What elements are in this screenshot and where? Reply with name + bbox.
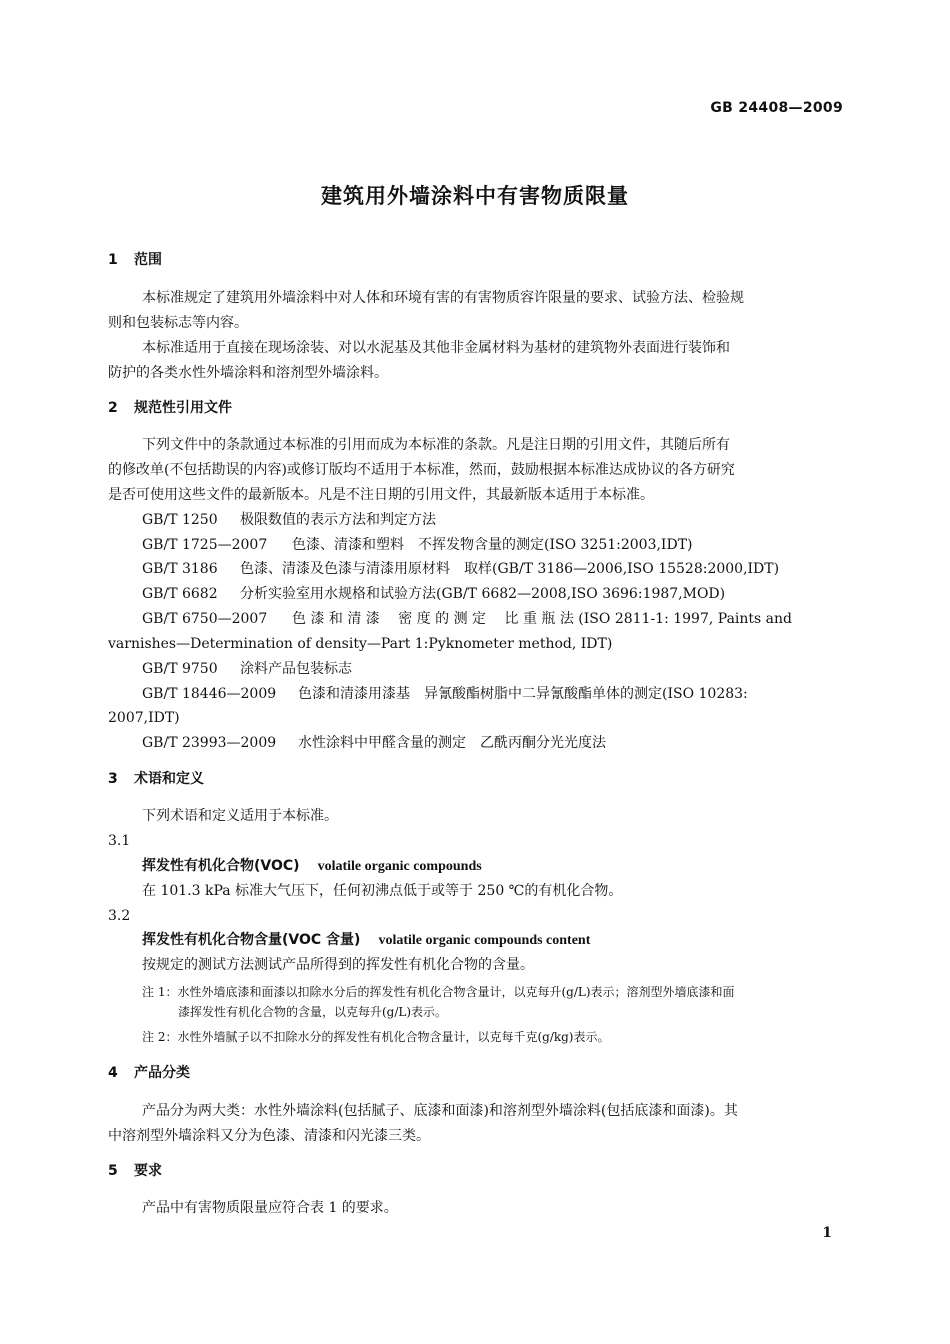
section-2-heading [108, 398, 232, 418]
paragraph-line: 产品中有害物质限量应符合表 1 的要求。 [142, 1200, 398, 1216]
reference-item [142, 609, 792, 629]
reference-title: 色漆、清漆和塑料 不挥发物含量的测定(ISO 3251:2003,IDT) [292, 537, 693, 553]
reference-item [142, 559, 779, 579]
reference-code: GB/T 3186 [142, 561, 218, 577]
paragraph-line: 产品分为两大类：水性外墙涂料(包括腻子、底漆和面漆)和溶剂型外墙涂料(包括底漆和面漆)。其 [142, 1103, 738, 1119]
reference-title: 分析实验室用水规格和试验方法(GB/T 6682—2008,ISO 3696:1987,MOD) [240, 586, 726, 602]
section-number: 3 [108, 771, 118, 787]
paragraph-line: 防护的各类水性外墙涂料和溶剂型外墙涂料。 [108, 365, 388, 381]
section-title: 规范性引用文件 [134, 400, 232, 416]
section-title: 要求 [134, 1163, 162, 1179]
reference-code: GB/T 6750—2007 [142, 611, 268, 627]
term-chinese: 挥发性有机化合物(VOC) [142, 858, 300, 874]
paragraph-line: 本标准规定了建筑用外墙涂料中对人体和环境有害的有害物质容许限量的要求、试验方法、检验规 [142, 290, 744, 306]
term-number: 3.1 [108, 833, 131, 849]
reference-continuation: varnishes—Determination of density—Part 1:Pyknometer method, IDT) [108, 636, 613, 652]
reference-code: GB/T 9750 [142, 661, 218, 677]
paragraph-line: 中溶剂型外墙涂料又分为色漆、清漆和闪光漆三类。 [108, 1128, 430, 1144]
paragraph-line: 的修改单(不包括勘误的内容)或修订版均不适用于本标准，然而，鼓励根据本标准达成协议的各方研究 [108, 462, 735, 478]
document-title: 建筑用外墙涂料中有害物质限量 [321, 184, 629, 208]
reference-code: GB/T 1250 [142, 512, 218, 528]
section-number: 2 [108, 400, 118, 416]
standard-code: GB 24408—2009 [710, 100, 843, 116]
paragraph-line: 本标准适用于直接在现场涂装、对以水泥基及其他非金属材料为基材的建筑物外表面进行装饰和 [142, 340, 730, 356]
page-number: 1 [822, 1225, 832, 1241]
reference-code: GB/T 23993—2009 [142, 735, 277, 751]
reference-item [142, 733, 606, 753]
reference-title: 色漆、清漆及色漆与清漆用原材料 取样(GB/T 3186—2006,ISO 15528:2000,IDT) [240, 561, 780, 577]
reference-title: 水性涂料中甲醛含量的测定 乙酰丙酮分光光度法 [298, 735, 606, 751]
section-4-heading [108, 1063, 190, 1083]
reference-item [142, 535, 693, 555]
paragraph-line: 下列文件中的条款通过本标准的引用而成为本标准的条款。凡是注日期的引用文件，其随后所有 [142, 437, 730, 453]
section-3-heading [108, 769, 204, 789]
reference-item [142, 659, 352, 679]
section-title: 范围 [134, 252, 162, 268]
term-number: 3.2 [108, 908, 131, 924]
reference-code: GB/T 18446—2009 [142, 686, 277, 702]
section-title: 产品分类 [134, 1065, 190, 1081]
term-heading [142, 930, 590, 951]
reference-title: 极限数值的表示方法和判定方法 [240, 512, 436, 528]
term-definition: 在 101.3 kPa 标准大气压下，任何初沸点低于或等于 250 ℃的有机化合物。 [142, 883, 623, 899]
section-number: 5 [108, 1163, 118, 1179]
reference-title: 色 漆 和 清 漆 密 度 的 测 定 比 重 瓶 法 (ISO 2811-1: 1997, Paints and [292, 611, 792, 627]
reference-title: 涂料产品包装标志 [240, 661, 352, 677]
reference-code: GB/T 1725—2007 [142, 537, 268, 553]
term-english: volatile organic compounds [317, 859, 482, 874]
paragraph-line: 下列术语和定义适用于本标准。 [142, 808, 338, 824]
section-title: 术语和定义 [134, 771, 204, 787]
note-line: 漆挥发性有机化合物的含量，以克每升(g/L)表示。 [178, 1005, 448, 1019]
section-5-heading [108, 1161, 162, 1181]
reference-item [142, 584, 725, 604]
term-chinese: 挥发性有机化合物含量(VOC 含量) [142, 932, 361, 948]
reference-item [142, 684, 748, 704]
section-1-heading [108, 250, 162, 270]
term-definition: 按规定的测试方法测试产品所得到的挥发性有机化合物的含量。 [142, 957, 534, 973]
reference-code: GB/T 6682 [142, 586, 218, 602]
reference-continuation: 2007,IDT) [108, 710, 180, 726]
note-line: 注 1：水性外墙底漆和面漆以扣除水分后的挥发性有机化合物含量计，以克每升(g/L)表示；溶剂型外墙底漆和面 [142, 985, 735, 999]
note-line: 注 2：水性外墙腻子以不扣除水分的挥发性有机化合物含量计，以克每千克(g/kg)表示。 [142, 1030, 610, 1044]
term-english: volatile organic compounds content [378, 933, 591, 948]
paragraph-line: 则和包装标志等内容。 [108, 315, 248, 331]
paragraph-line: 是否可使用这些文件的最新版本。凡是不注日期的引用文件，其最新版本适用于本标准。 [108, 487, 654, 503]
reference-item [142, 510, 436, 530]
reference-title: 色漆和清漆用漆基 异氰酸酯树脂中二异氰酸酯单体的测定(ISO 10283: [298, 686, 748, 702]
section-number: 1 [108, 252, 118, 268]
section-number: 4 [108, 1065, 118, 1081]
term-heading [142, 856, 482, 877]
